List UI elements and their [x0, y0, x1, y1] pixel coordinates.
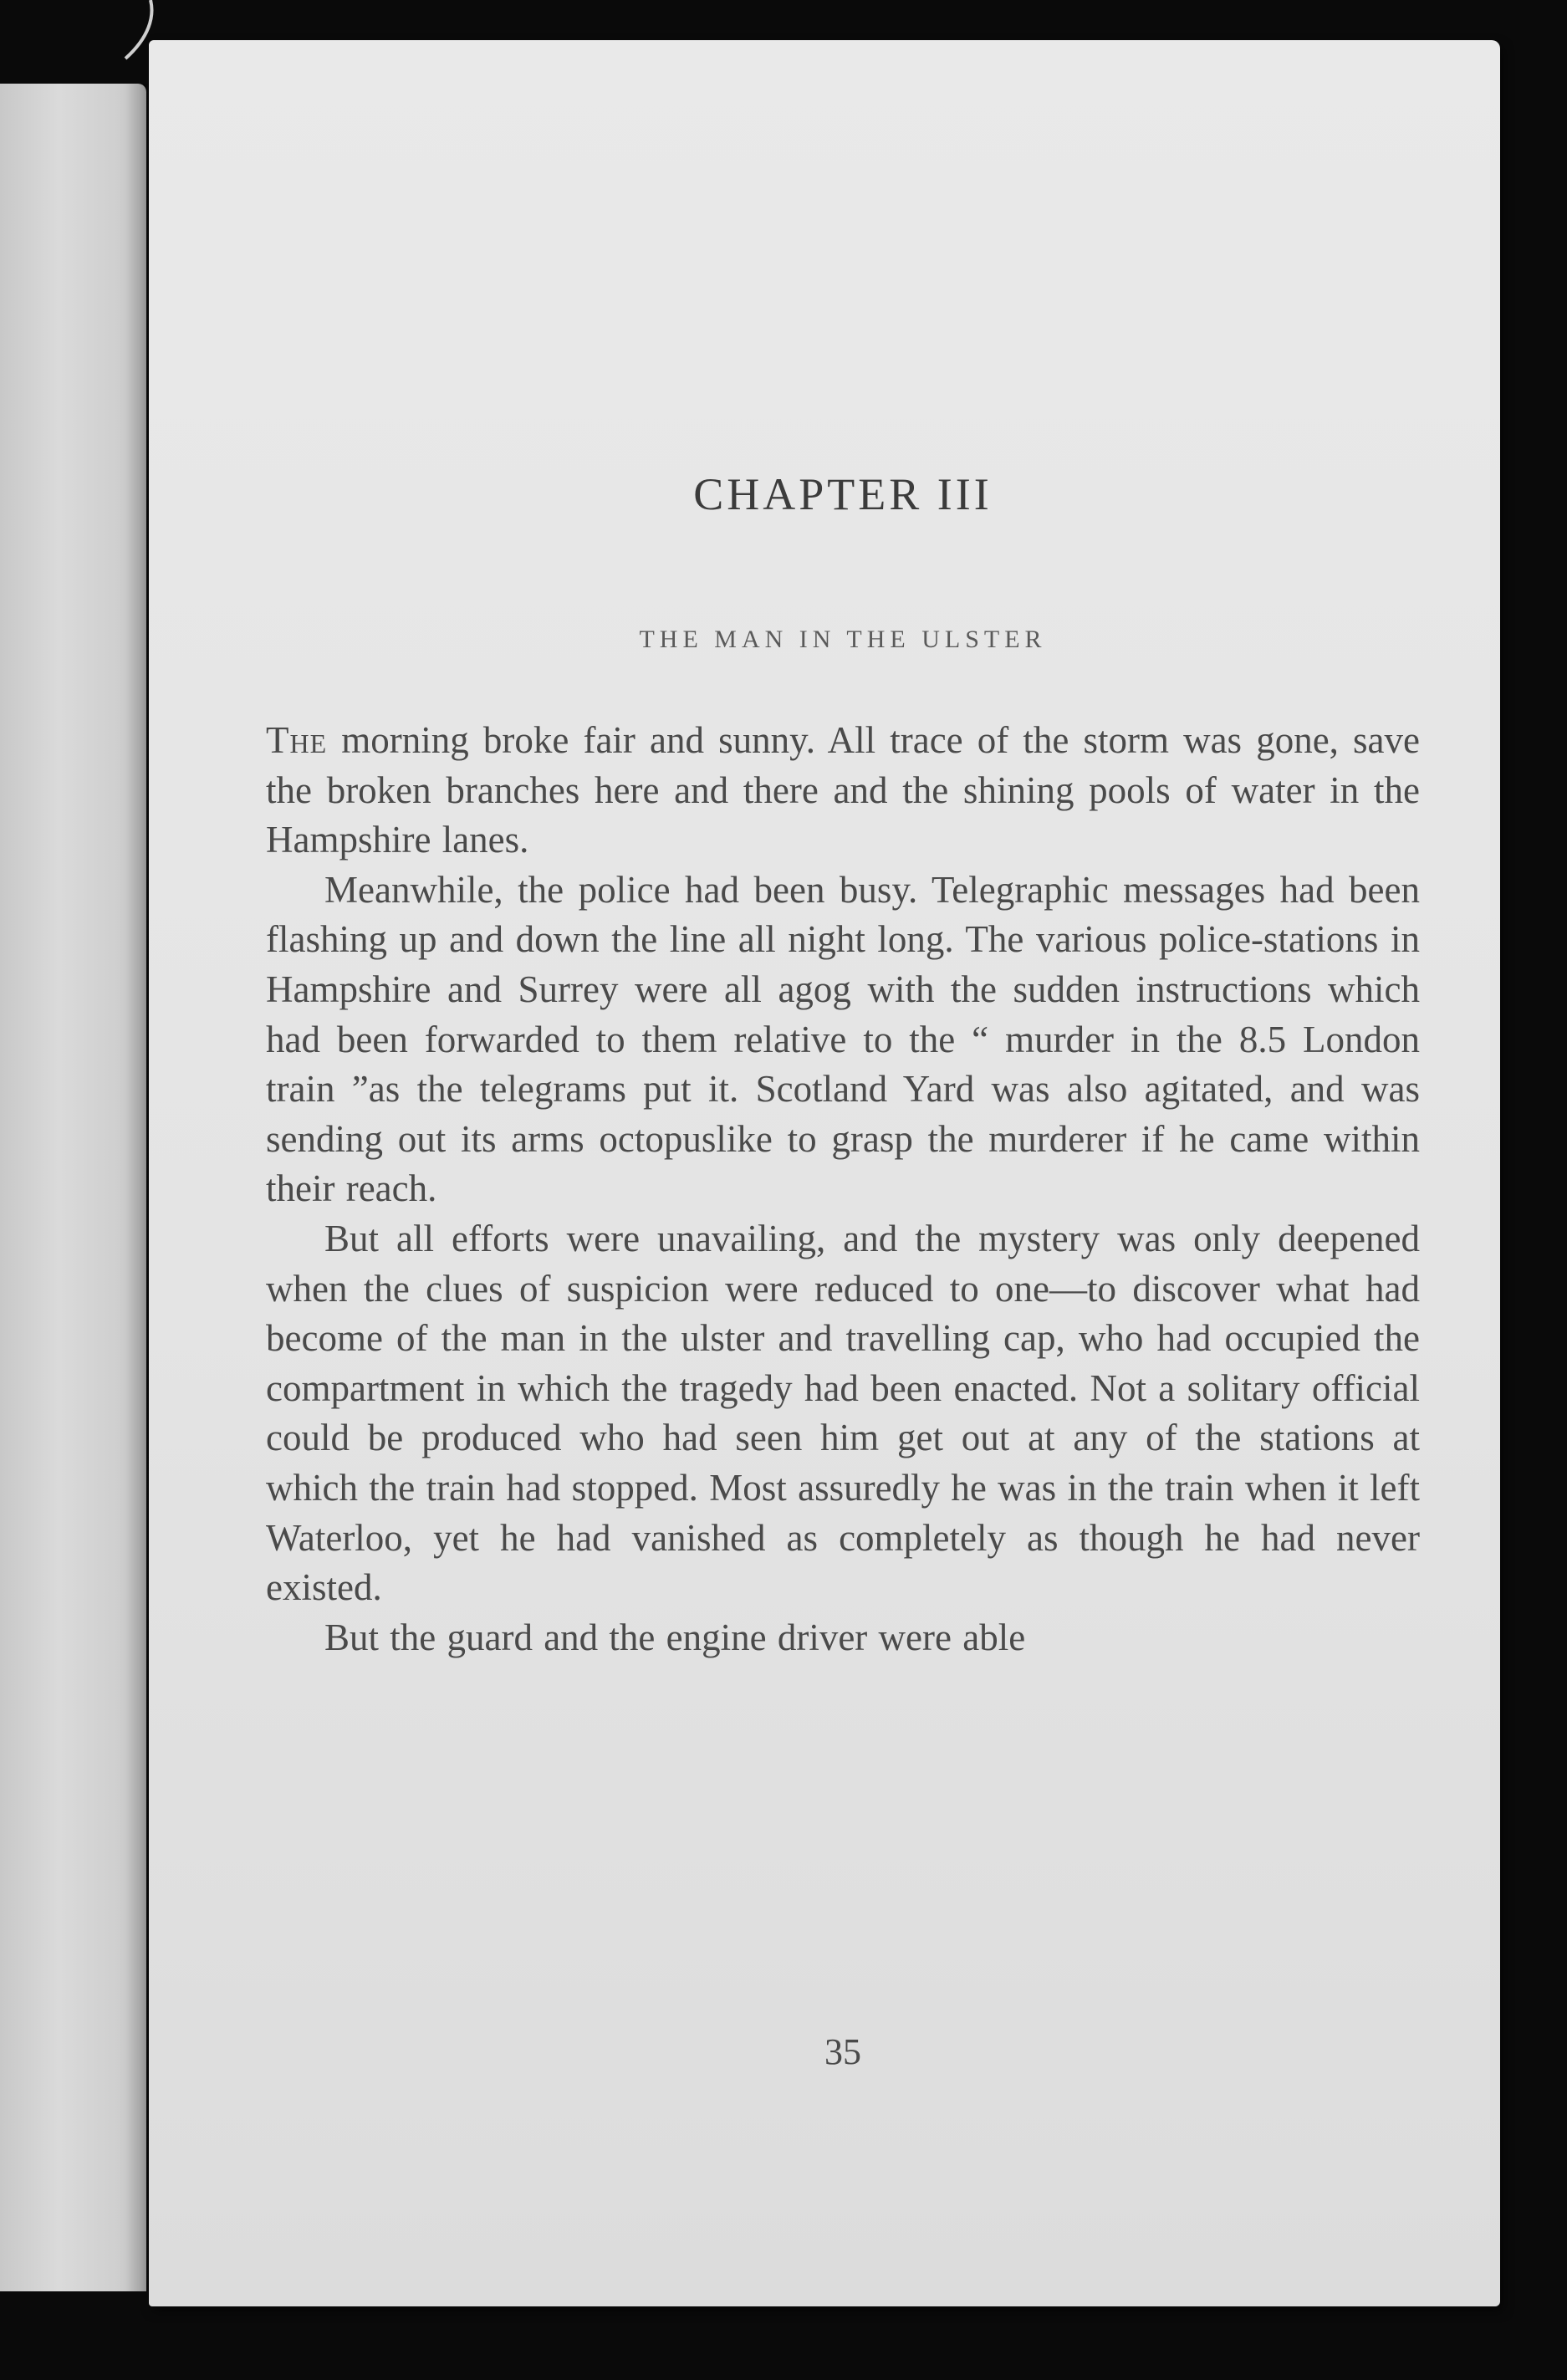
- facing-page-edge: [0, 84, 146, 2291]
- page-number: 35: [824, 2031, 861, 2072]
- page-content: [266, 40, 1420, 2306]
- chapter-heading: CHAPTER III: [693, 469, 993, 519]
- paragraph-1: [266, 716, 1420, 866]
- paragraph-3: But all efforts were unavailing, and the mystery was only deepened when the clues of suspicion were reduced to one—to discover what had become of the man in the ulster and travelling cap, who had occupied the compartment in which the tragedy had been enacted. Not a solitary official could be produced who had seen him get out at any of the stations at which the train had stopped. Most assuredly he was in the train when it left Waterloo, yet he had vanished as completely as though he had never existed.: [266, 1217, 1420, 1609]
- chapter-body: [266, 716, 1420, 1662]
- paragraph-1-text: morning broke fair and sunny. All trace of the storm was gone, save the broken branches here and there and the shining pools of water in the Hampshire lanes.: [266, 719, 1420, 861]
- chapter-subtitle: THE MAN IN THE ULSTER: [639, 626, 1047, 653]
- paragraph-4: But the guard and the engine driver were able: [324, 1616, 1026, 1658]
- paragraph-2: Meanwhile, the police had been busy. Telegraphic messages had been flashing up and down the line all night long. The various police-stations in Hampshire and Surrey were all agog with the sudden instructions which had been forwarded to them relative to the “ murder in the 8.5 London train ”as the telegrams put it. Scotland Yard was also agitated, and was sending out its arms octopuslike to grasp the murderer if he came within their reach.: [266, 868, 1420, 1210]
- paragraph-1-lead: The: [266, 719, 328, 761]
- book-page: [149, 40, 1500, 2306]
